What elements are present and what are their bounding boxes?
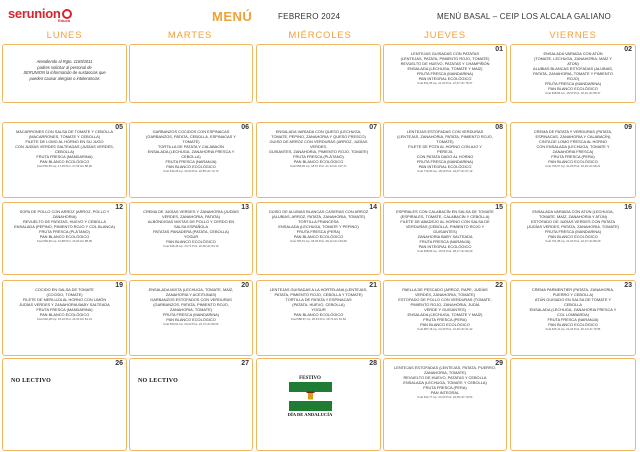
menu-content — [513, 209, 633, 273]
day-number: 21 — [369, 282, 377, 289]
menu-line: ENSALADA (LECHUGA, ZANAHORIA FRESCA Y — [529, 307, 617, 313]
menu-line: FRUTA FRESCA (PLÁTANO) — [293, 154, 344, 160]
serunion-logo: serunion — [8, 6, 72, 21]
menu-line: PAN BLANCO ECOLÓGICO — [39, 312, 90, 318]
menu-line: LENTEJAS GUISADAS CON PATATAS — [411, 51, 479, 56]
menu-line: SALSA ESPAÑOLA — [173, 224, 209, 230]
menu-line: VERDE Y GUISANTES) — [424, 307, 466, 313]
day-cell — [2, 358, 127, 451]
day-number: 02 — [624, 46, 632, 53]
day-number: 14 — [369, 204, 377, 211]
menu-line: PAN BLANCO ECOLÓGICO — [39, 234, 90, 240]
day-number: 13 — [241, 204, 249, 211]
day-cell — [383, 122, 507, 198]
nutrition-info: Kcal 652,55 Lip. 17,35 Prot. 27,63 HC 88,96 — [37, 164, 92, 169]
menu-content — [386, 51, 504, 101]
menu-line: ZANAHORIA) — [52, 214, 77, 220]
menu-line: FRUTA FRESCA (MANDARINA) — [36, 154, 93, 160]
cell-empty — [129, 44, 253, 103]
menu-content — [132, 209, 250, 273]
menu-line: ZANAHORIA Y ACEITUNAS) — [165, 292, 217, 298]
nutrition-info: Kcal 719,60 Lip. 18,19 Prot. 24,07 HC 97,12 — [417, 169, 473, 174]
menu-line: FILETE DE ABADEJO AL HORNO CON SALSA DE — [400, 219, 490, 225]
nutrition-info: Kcal 642,08 Lip. 15,10 Prot. 24,63 HC 81,31 — [37, 317, 92, 322]
menu-line: FRUTA FRESCA (PERA) — [423, 317, 467, 323]
day-cell — [383, 358, 507, 451]
menu-line: TORTILLA DE PATATA Y ESPINACAS — [285, 297, 352, 303]
menu-line: ROJO) — [566, 76, 580, 82]
menu-line: (ALUBIAS, ARROZ, PATATA, ZANAHORIA, TOMATE) — [271, 214, 366, 220]
day-cell — [129, 280, 253, 356]
menu-line: ATÚN GUISADO EN SALSA DE TOMATE Y — [534, 297, 612, 303]
menu-line: SOPA DE POLLO CON ARROZ (ARROZ, POLLO Y — [19, 209, 110, 214]
andalucia-flag-icon — [289, 382, 332, 411]
cell-empty — [2, 44, 127, 103]
day-number: 22 — [495, 282, 503, 289]
menu-line: CEBOLLA) — [54, 149, 75, 155]
menu-line: FRUTA FRESCA (NARANJA) — [165, 159, 217, 165]
menu-line: FILETE DE POTA AL HORNO CON AJO Y — [408, 144, 482, 150]
menu-line: GUISO DE ALUBIAS BLANCAS CASERAS CON ARROZ — [268, 209, 369, 214]
menu-line: YOGUR — [183, 234, 199, 240]
menu-line: FRUTA FRESCA (PERA) — [551, 154, 595, 160]
menu-content — [386, 287, 504, 354]
nutrition-info: Kcal 668,83 Lip. 16,51 Prot. 28,17 HC 89,29 — [417, 249, 473, 254]
day-number: 06 — [241, 124, 249, 131]
nutrition-info: Kcal 650,62 Lip. 20,23 Prot. 24,74 HC 89,64 — [163, 322, 219, 327]
menu-line: VERDES, — [309, 144, 328, 150]
festivo-label: FESTIVO — [299, 376, 321, 381]
menu-line: YOGUR — [311, 307, 326, 313]
day-number: 23 — [624, 282, 632, 289]
menu-content — [259, 129, 378, 196]
menu-line: FRUTA FRESCA (MANDARINA) — [162, 312, 220, 318]
menu-line: (PATATA, HUEVO, CEBOLLA) — [292, 302, 345, 308]
calendar-grid — [0, 44, 640, 452]
day-number: 05 — [115, 124, 123, 131]
menu-line: CINTA DE LOMO FRESCA AL HORNO — [539, 139, 607, 145]
menu-line: FRUTA FRESCA (NARANJA) — [547, 317, 599, 323]
menu-content — [259, 209, 378, 273]
menu-content — [5, 129, 124, 196]
no-lectivo-label: NO LECTIVO — [11, 378, 52, 384]
menu-content — [5, 287, 124, 354]
menu-line: FILETE DE MERLUZA AL HORNO CON LIMÓN — [22, 297, 107, 303]
menu-line: PAN BLANCO ECOLÓGICO — [548, 159, 598, 165]
menu-content — [132, 287, 250, 354]
menu-line: ENSALADA VARIADA CON ATÚN (LECHUGA, — [532, 209, 614, 214]
menu-content — [132, 129, 250, 196]
menu-line: LENTEJAS ESTOFADAS CON VERDURAS — [406, 129, 484, 134]
menu-line: ESTOFADO DE POLLO CON VERDURAS (TOMATE, — [398, 297, 492, 303]
school-label: MENÚ BASAL – CEIP LOS ALCALA GALIANO — [437, 12, 611, 21]
menu-line: CON JUDÍAS VERDES SALTEADAS (JUDÍAS VERDES, — [15, 144, 114, 150]
menu-line: VERDURAS (CEBOLLA, PIMIENTO ROJO Y — [405, 224, 485, 230]
day-number: 12 — [115, 204, 123, 211]
menu-line: PAN BLANCO ECOLÓGICO — [548, 234, 598, 240]
menu-line: PAN BLANCO ECOLÓGICO — [548, 322, 598, 328]
page-title: MENÚ — [212, 9, 253, 24]
nutrition-info: Kcal 687,16 Lip. 22,33 Prot. 31,46 HC 91,32 — [417, 327, 473, 332]
no-lectivo-label: NO LECTIVO — [138, 378, 179, 384]
day-cell — [2, 122, 127, 198]
cell-empty — [256, 44, 381, 103]
menu-line: ZANAHORIA, TOMATE) — [424, 370, 466, 376]
menu-line: PAN INTEGRAL ECOLÓGICO — [418, 164, 472, 170]
menu-line: (JUDÍAS VERDES, PATATA, ZANAHORIA, TOMATE) — [526, 224, 620, 230]
menu-line: PAN BLANCO ECOLÓGICO — [548, 86, 598, 92]
day-cell — [510, 122, 636, 198]
day-number: 29 — [495, 360, 503, 367]
menu-content — [513, 129, 633, 196]
festivo-block — [275, 371, 345, 426]
menu-line: CREMA PARMENTIER (PATATA, ZANAHORIA, — [531, 287, 615, 292]
menu-line: FRUTA FRESCA (PERA) — [296, 229, 341, 235]
menu-line: PAN BLANCO ECOLÓGICO — [420, 322, 470, 328]
nutrition-info: Kcal 640,26 Lip. 26,03 Prot. 22,85 HC 72,73 — [163, 169, 219, 174]
menu-line: LENTEJAS GUISADAS A LA HORTELANA (LENTEJAS, — [269, 287, 368, 292]
menu-line: LENTEJAS ESTOFADAS (LENTEJAS, PATATA, PUERRO, — [394, 365, 496, 370]
menu-content — [386, 365, 504, 449]
holiday-label: DÍA DE ANDALUCÍA — [287, 412, 333, 417]
menu-line: FRUTA FRESCA (MANDARINA) — [36, 307, 93, 313]
nutrition-info: Kcal 646,46 Lip. 24,71 Prot. 22,06 HC 84,16 — [163, 244, 219, 249]
menu-line: PAN BLANCO ECOLÓGICO — [293, 234, 344, 240]
menu-line: PATATAS PANADERA (PATATA, CEBOLLA) — [153, 229, 229, 235]
menu-line: (LENTEJAS, PATATA, PIMIENTO ROJO, TOMATE) — [400, 56, 490, 62]
day-number: 20 — [241, 282, 249, 289]
day-cell — [129, 122, 253, 198]
menu-line: ENSALADA (LECHUGA, TOMATE Y PEPINO) — [278, 224, 359, 230]
menu-line: PAELLA DE PESCADO (ARROZ, RAPE, JUDÍAS — [402, 287, 488, 292]
menu-line: ENSALADA (LECHUGA, TOMATE Y MAÍZ) — [407, 312, 483, 318]
day-number: 07 — [369, 124, 377, 131]
menu-line: (TOMATE, LECHUGA, ZANAHORIA, MAÍZ Y — [533, 56, 613, 62]
menu-line: (ESPIRALES, TOMATE, CALABACÍN Y CEBOLLA) — [400, 214, 490, 220]
menu-line: CON PATATA DADO AL HORNO — [416, 154, 474, 160]
menu-line: PAN BLANCO ECOLÓGICO — [293, 312, 344, 318]
menu-line: ZANAHORIA, TOMATE) — [170, 307, 212, 313]
day-cell — [510, 44, 636, 103]
day-number: 27 — [241, 360, 249, 367]
menu-line: FILETE DE LOMO AL HORNO EN SU JUGO — [25, 139, 104, 145]
menu-line: FRUTA FRESCA (MANDARINA) — [544, 81, 602, 87]
menu-line: ESPIRALES CON CALABACÍN EN SALSA DE TOMATE — [396, 209, 494, 214]
menu-line: ENSALADA VARIADA CON ATÚN — [543, 51, 603, 56]
menu-line: COL LOMBARDA) — [556, 312, 590, 318]
menu-line: PAN BLANCO ECOLÓGICO — [293, 159, 344, 165]
menu-line: ZANAHORIA FRESCA) — [552, 149, 594, 155]
menu-line: ZANAHORIA BABY SALTEADA — [417, 234, 473, 240]
menu-line: MACARRONES CON SALSA DE TOMATE Y CEBOLLA — [16, 129, 113, 134]
logo-subtitle: Educa — [58, 18, 71, 23]
menu-line: FRUTA FRESCA (PERA) — [423, 385, 467, 391]
menu-line: CEBOLLA) — [181, 154, 201, 160]
day-number: 26 — [115, 360, 123, 367]
menu-line: GUISO DE ARROZ CON VERDURAS (ARROZ, JUDÍAS — [269, 139, 368, 145]
menu-line: PIMIENTO ROJO, ZANAHORIA, JUDÍA — [410, 302, 480, 308]
day-cell — [383, 202, 507, 275]
menu-line: JUDÍAS VERDES Y ZANAHORIA BABY SALTEADA — [19, 302, 110, 308]
day-cell — [2, 280, 127, 356]
menu-line: FRUTA FRESCA (MANDARINA) — [416, 71, 474, 77]
allergen-note: Atendiendo al Rgto. 1169/2011 padres solicitar al personal de SERUNION la información de sustancias que pueden causar alergias o intolerancias — [23, 59, 106, 81]
menu-line: FRUTA FRESCA (MANDARINA) — [416, 159, 474, 165]
menu-line: VERDES, ZANAHORIA, TOMATE) — [414, 292, 476, 298]
day-cell — [256, 358, 381, 451]
nutrition-info: Kcal 688,97 Lip. 25,43 Prot. 29,73 HC 81,84 — [291, 317, 346, 322]
menu-content — [5, 209, 124, 273]
day-cell — [129, 202, 253, 275]
cell-empty — [510, 358, 636, 451]
menu-line: TORTILLA DE PATATA Y CALABACÍN — [158, 144, 224, 150]
nutrition-info: Kcal 658,99 Lip. 18,67 Prot. 21,34 HC 107,71 — [290, 164, 347, 169]
day-number: 15 — [495, 204, 503, 211]
menu-line: COCIDO EN SALSA DE TOMATE — [35, 287, 94, 292]
menu-line: TOMATE) — [182, 139, 200, 145]
day-cell — [129, 358, 253, 451]
menu-line: PAN BLANCO ECOLÓGICO — [39, 159, 90, 165]
day-cell — [510, 202, 636, 275]
menu-line: VERDES, ZANAHORIA, PATATA) — [161, 214, 220, 220]
menu-line: (GARBANZOS, PATATA, CEBOLLA, ESPINACAS Y — [146, 134, 236, 140]
menu-line: ALBÓNDIGAS MIXTAS DE POLLO Y CERDO EN — [147, 219, 235, 225]
nutrition-info: Kcal 623,77 Lip. 23,33 Prot. 24,05 HC 79,54 — [417, 395, 473, 400]
menu-line: ENSALADA (LECHUGA, ZANAHORIA FRESCA Y — [147, 149, 235, 155]
menu-line: GARBANZOS COCIDOS CON ESPINACAS — [152, 129, 230, 134]
day-thursday: JUEVES — [424, 30, 466, 41]
nutrition-info: Kcal 625,11 Lip. 21,24 Prot. 26,13 HC 79,55 — [545, 327, 601, 332]
day-number: 16 — [624, 204, 632, 211]
menu-line: PAN INTEGRAL — [430, 390, 460, 396]
menu-line: ESTOFADO DE JUDÍAS VERDES CON PATATA — [530, 219, 616, 225]
menu-line: PAN INTEGRAL ECOLÓGICO — [418, 76, 472, 82]
menu-line: (LENTEJAS, ZANAHORIA, PATATA, PIMIENTO ROJO, — [397, 134, 493, 140]
menu-line: (MACARRONES, TOMATE Y CEBOLLA) — [29, 134, 100, 140]
menu-line: PATATA, ZANAHORIA, TOMATE Y PIMIENTO — [533, 71, 613, 77]
menu-line: TOMATE, PEPINO, ZANAHORIA Y QUESO FRESCO) — [271, 134, 366, 140]
menu-line: REVUELTO DE PATATAS, HUEVO Y CEBOLLA — [22, 219, 107, 225]
day-cell — [510, 280, 636, 356]
menu-line: TOMATE, MAÍZ, ZANAHORIA Y ATÚN) — [539, 214, 607, 220]
day-number: 28 — [369, 360, 377, 367]
day-cell — [383, 44, 507, 103]
menu-line: ENSALADA MIXTA (LECHUGA, TOMATE, MAÍZ, — [148, 287, 234, 292]
month-label: FEBRERO 2024 — [278, 12, 341, 21]
menu-line: ATÚN) — [567, 61, 579, 67]
weekday-header — [0, 30, 640, 44]
menu-line: ENSALADA (PEPINO, PIMIENTO ROJO Y COL BLANCA) — [14, 224, 115, 230]
nutrition-info: Kcal 706,57 Lip. 31,83 Prot. 33,30 HC 68,21 — [545, 164, 601, 169]
day-number: 01 — [495, 46, 503, 53]
menu-line: GUISANTES) — [433, 229, 457, 235]
day-tuesday: MARTES — [167, 30, 213, 41]
day-number: 19 — [115, 282, 123, 289]
day-friday: VIERNES — [549, 30, 597, 41]
nutrition-info: Kcal 701,95 Lip. 21,64 Prot. 22,37 HC 88,49 — [545, 239, 601, 244]
menu-line: FRUTA FRESCA (NARANJA) — [419, 239, 471, 245]
menu-line: ENSALADA (LECHUGA, TOMATE Y CEBOLLA) — [403, 380, 487, 386]
nutrition-info: Kcal 621,55 Lip. 21,92 Prot. 27,67 HC 78,37 — [417, 81, 473, 86]
nutrition-info: Kcal 608,89 Lip. 15,53 Prot. 32,31 HC 88,37 — [545, 91, 601, 96]
menu-content — [386, 209, 504, 273]
menu-line: GARBANZOS ESTOFADOS CON VERDURAS — [150, 297, 232, 303]
menu-line: ENSALADA (LECHUGA, TOMATE Y MAIZ) — [407, 66, 483, 72]
menu-line: CON ENSALADA (LECHUGA, TOMATE Y — [536, 144, 610, 150]
day-cell — [2, 202, 127, 275]
day-cell — [383, 280, 507, 356]
menu-content — [513, 287, 633, 354]
menu-line: ALUBIAS BLANCAS ESTOFADAS (ALUBIAS, — [533, 66, 613, 72]
menu-line: PAN BLANCO ECOLÓGICO — [166, 239, 216, 245]
menu-line: GUISANTES, ZANAHORIA, PIMIENTO ROJO, TOMATE) — [268, 149, 369, 155]
menu-line: CEBOLLA — [564, 302, 582, 308]
menu-line: PAN BLANCO ECOLÓGICO — [166, 164, 216, 170]
menu-line: TORTILLA FRANCESA — [298, 219, 339, 225]
day-cell — [256, 122, 381, 198]
day-wednesday: MIÉRCOLES — [288, 30, 352, 41]
menu-line: PEREJIL — [437, 149, 453, 155]
menu-line: (COCIDO, TOMATE) — [46, 292, 83, 298]
day-number: 09 — [624, 124, 632, 131]
menu-content — [259, 287, 378, 354]
day-monday: LUNES — [46, 30, 83, 41]
menu-line: PAN INTEGRAL ECOLÓGICO — [418, 244, 472, 250]
menu-line: ESPINACAS, ZANAHORIA Y CALABACÍN) — [535, 134, 611, 140]
menu-line: FRUTA FRESCA (PLÁTANO) — [39, 229, 90, 235]
menu-line: FRUTA FRESCA (MANDARINA) — [544, 229, 602, 235]
menu-content — [513, 51, 633, 101]
day-cell — [256, 202, 381, 275]
menu-line: ENSALADA VARIADA CON QUESO (LECHUGA, — [275, 129, 362, 134]
menu-line: PATATA, PIMIENTO ROJO, CEBOLLA Y TOMATE) — [274, 292, 363, 298]
menu-line: TOMATE) — [436, 139, 454, 145]
header — [0, 0, 640, 30]
menu-line: CREMA DE JUDÍAS VERDES Y ZANAHORIA (JUDÍAS — [143, 209, 239, 214]
menu-line: (GARBANZOS, PATATA, PIMIENTO ROJO, — [153, 302, 229, 308]
menu-line: REVUELTO DE HUEVO, PATATAS Y CEBOLLA — [403, 375, 487, 381]
menu-line: PUERRO Y CEBOLLA) — [552, 292, 594, 298]
menu-line: REVUELTO DE HUEVO, PATATAS Y CHAMPIÑÓN — [400, 61, 490, 67]
menu-line: CREMA DE PATATA Y VERDURAS (PATATA, — [533, 129, 613, 134]
day-cell — [256, 280, 381, 356]
nutrition-info: Kcal 700,51 Lip. 18,03 Prot. 28,12 HC 103,59 — [290, 239, 347, 244]
menu-content — [386, 129, 504, 196]
menu-line: PAN BLANCO ECOLÓGICO — [166, 317, 216, 323]
nutrition-info: Kcal 669,60 Lip. 21,88 Prot. 24,00 HC 88,95 — [37, 239, 92, 244]
day-number: 08 — [495, 124, 503, 131]
